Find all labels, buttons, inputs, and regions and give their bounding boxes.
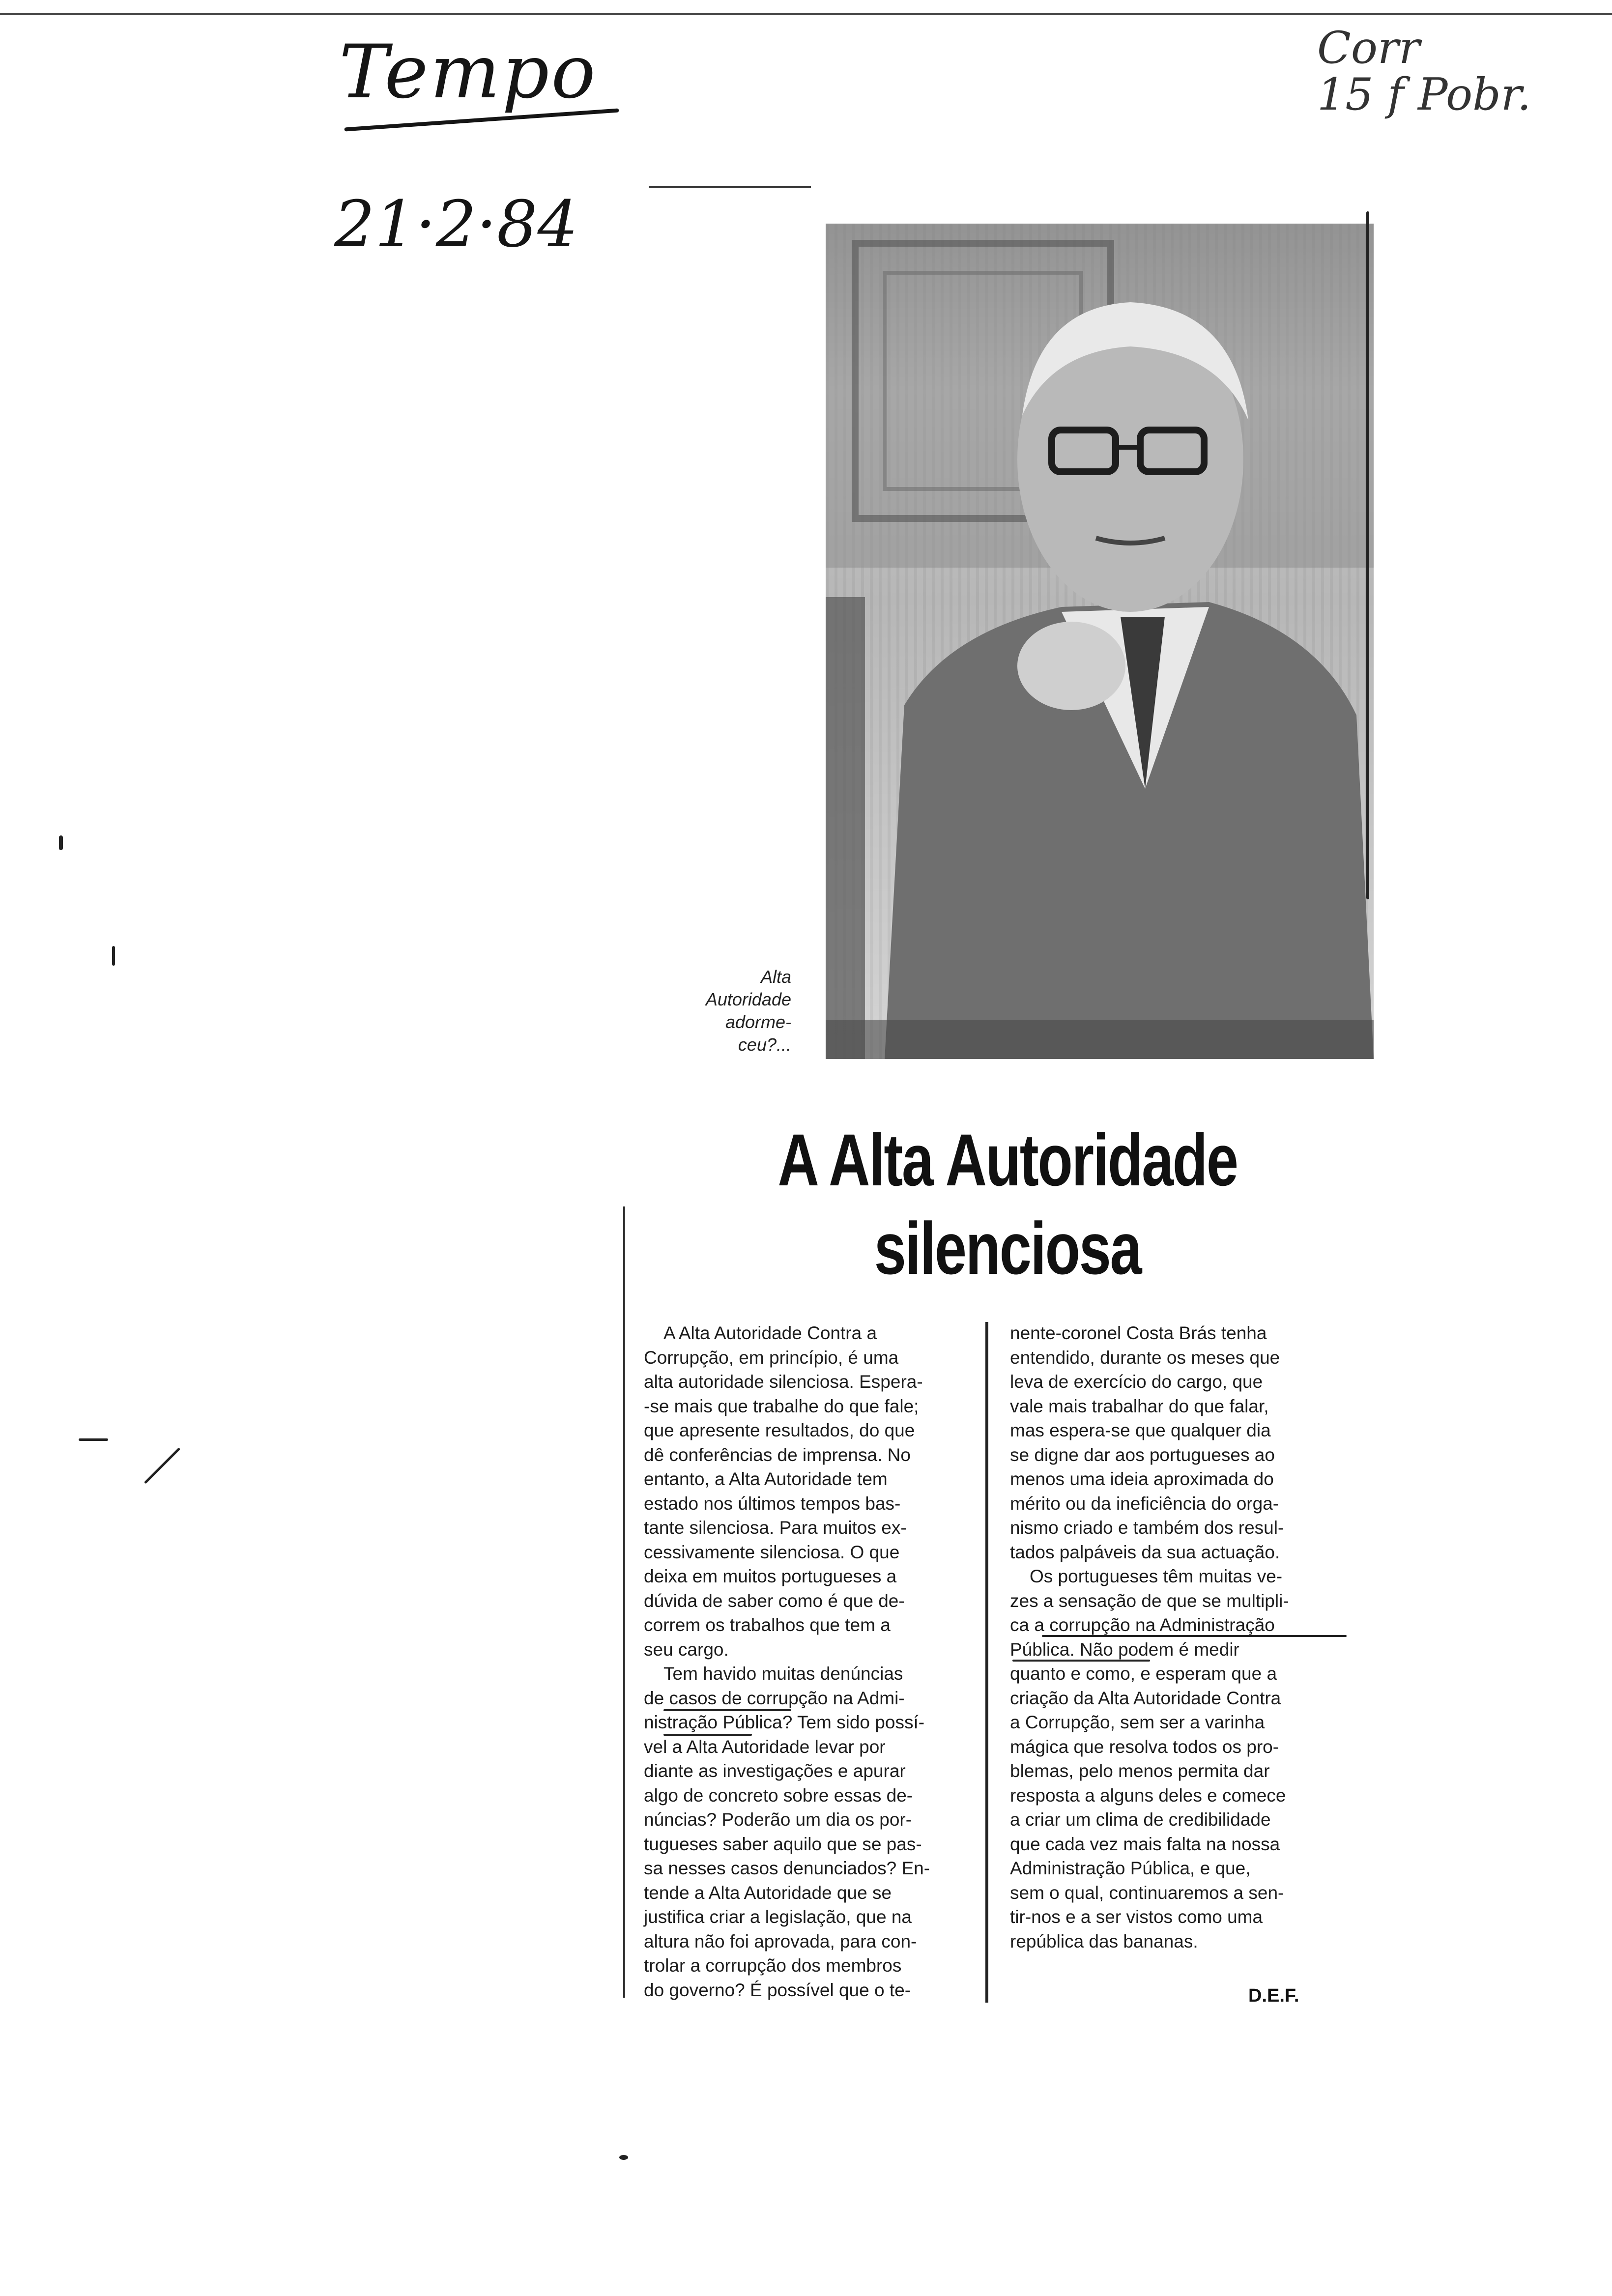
text-line: altura não foi aprovada, para con- xyxy=(644,1931,917,1952)
handwritten-underline-mark xyxy=(1012,1660,1150,1662)
scan-speck xyxy=(144,1447,180,1484)
article-column-1 xyxy=(644,1321,971,2002)
portrait-illustration xyxy=(826,224,1374,1059)
text-line: resposta a alguns deles e comece xyxy=(1010,1785,1286,1806)
page-top-rule xyxy=(0,13,1612,15)
text-line: nente-coronel Costa Brás tenha xyxy=(1010,1323,1267,1343)
photo-top-rule xyxy=(649,186,811,188)
column-divider-rule xyxy=(985,1322,988,2003)
photo-caption xyxy=(654,966,791,1056)
text-line: algo de concreto sobre essas de- xyxy=(644,1785,913,1806)
article-column-2 xyxy=(1010,1321,1339,1953)
text-line: blemas, pelo menos permita dar xyxy=(1010,1761,1270,1781)
corner-note-line-1: Corr xyxy=(1317,22,1420,74)
text-line: A Alta Autoridade Contra a xyxy=(663,1323,877,1343)
author-signature: D.E.F. xyxy=(1248,1985,1299,2006)
headline-line-1: A Alta Autoridade xyxy=(777,1119,1238,1201)
text-line: que cada vez mais falta na nossa xyxy=(1010,1834,1280,1854)
text-line: entendido, durante os meses que xyxy=(1010,1347,1280,1368)
column-left-rule xyxy=(623,1206,625,1998)
text-line: seu cargo. xyxy=(644,1639,729,1660)
handwritten-corner-note xyxy=(1317,22,1531,120)
text-line: correm os trabalhos que tem a xyxy=(644,1615,891,1635)
text-line: mágica que resolva todos os pro- xyxy=(1010,1736,1279,1757)
handwritten-publication-name: Tempo xyxy=(339,29,598,115)
text-line: Corrupção, em princípio, é uma xyxy=(644,1347,899,1368)
text-line: a criar um clima de credibilidade xyxy=(1010,1809,1271,1830)
text-line: tante silenciosa. Para muitos ex- xyxy=(644,1518,907,1538)
text-line: sem o qual, continuaremos a sen- xyxy=(1010,1882,1284,1903)
handwritten-underline-mark xyxy=(1042,1635,1347,1637)
text-line: vel a Alta Autoridade levar por xyxy=(644,1736,886,1757)
text-line: tugueses saber aquilo que se pas- xyxy=(644,1834,922,1854)
caption-line: Autoridade xyxy=(705,989,791,1009)
scan-speck xyxy=(112,946,115,966)
text-line: núncias? Poderão um dia os por- xyxy=(644,1809,912,1830)
text-line: de casos de corrupção na Admi- xyxy=(644,1688,905,1708)
text-line: sa nesses casos denunciados? En- xyxy=(644,1858,930,1878)
caption-line: adorme- xyxy=(725,1012,791,1032)
text-line: dê conferências de imprensa. No xyxy=(644,1444,911,1465)
text-line: leva de exercício do cargo, que xyxy=(1010,1372,1263,1392)
text-line: que apresente resultados, do que xyxy=(644,1420,915,1440)
text-line: cessivamente silenciosa. O que xyxy=(644,1542,900,1562)
corner-note-line-2: 15 f Pobr. xyxy=(1317,69,1531,120)
text-line: ca a corrupção na Administração xyxy=(1010,1615,1275,1635)
caption-line: ceu?... xyxy=(738,1034,791,1055)
handwritten-date: 21·2·84 xyxy=(334,187,578,261)
text-line: tir-nos e a ser vistos como uma xyxy=(1010,1907,1263,1927)
text-line: tende a Alta Autoridade que se xyxy=(644,1882,892,1903)
text-line: Pública. Não podem é medir xyxy=(1010,1639,1239,1660)
scan-speck xyxy=(59,835,63,850)
text-line: quanto e como, e esperam que a xyxy=(1010,1664,1277,1684)
text-line: justifica criar a legislação, que na xyxy=(644,1907,912,1927)
text-line: se digne dar aos portugueses ao xyxy=(1010,1444,1275,1465)
text-line: tados palpáveis da sua actuação. xyxy=(1010,1542,1280,1562)
text-line: Tem havido muitas denúncias xyxy=(663,1664,903,1684)
text-line: alta autoridade silenciosa. Espera- xyxy=(644,1372,923,1392)
scan-speck xyxy=(79,1438,108,1441)
text-line: Administração Pública, e que, xyxy=(1010,1858,1251,1878)
article-photo xyxy=(826,224,1374,1059)
text-line: diante as investigações e apurar xyxy=(644,1761,906,1781)
text-line: mas espera-se que qualquer dia xyxy=(1010,1420,1271,1440)
text-line: nismo criado e também dos resul- xyxy=(1010,1518,1284,1538)
text-line: vale mais trabalhar do que falar, xyxy=(1010,1396,1269,1416)
article-headline xyxy=(743,1116,1272,1292)
text-line: criação da Alta Autoridade Contra xyxy=(1010,1688,1281,1708)
text-line: nistração Pública? Tem sido possí- xyxy=(644,1712,925,1732)
text-line: mérito ou da ineficiência do orga- xyxy=(1010,1493,1279,1514)
text-line: deixa em muitos portugueses a xyxy=(644,1566,897,1586)
text-line: república das bananas. xyxy=(1010,1931,1198,1952)
text-line: Os portugueses têm muitas ve- xyxy=(1030,1566,1283,1586)
text-line: entanto, a Alta Autoridade tem xyxy=(644,1469,888,1489)
text-line: trolar a corrupção dos membros xyxy=(644,1955,902,1976)
caption-line: Alta xyxy=(760,967,791,987)
headline-line-2: silenciosa xyxy=(874,1207,1141,1290)
text-line: estado nos últimos tempos bas- xyxy=(644,1493,901,1514)
text-line: menos uma ideia aproximada do xyxy=(1010,1469,1274,1489)
text-line: dúvida de saber como é que de- xyxy=(644,1590,905,1611)
photo-side-rule xyxy=(1366,211,1369,899)
handwritten-underline-mark xyxy=(663,1734,752,1736)
text-line: do governo? É possível que o te- xyxy=(644,1980,911,2000)
text-line: a Corrupção, sem ser a varinha xyxy=(1010,1712,1265,1732)
text-line: zes a sensação de que se multipli- xyxy=(1010,1590,1289,1611)
text-line: -se mais que trabalhe do que fale; xyxy=(644,1396,919,1416)
handwritten-underline-mark xyxy=(663,1709,791,1711)
scan-speck xyxy=(619,2155,628,2160)
